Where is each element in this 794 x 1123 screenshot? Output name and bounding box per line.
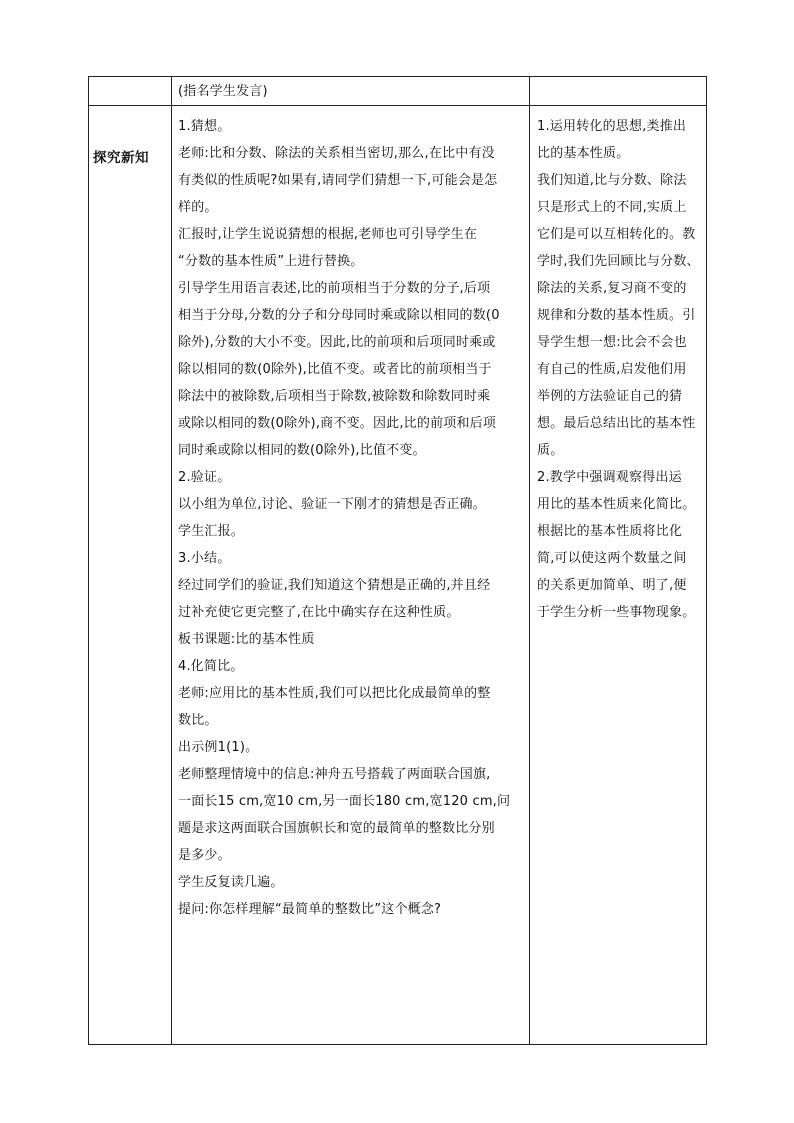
column-divider <box>171 77 172 1044</box>
content-line: 一面长15 cm,宽10 cm,另一面长180 cm,宽120 cm,问 <box>178 794 511 809</box>
note-line: 导学生想一想:比会不会也 <box>537 335 687 350</box>
content-line: 老师:应用比的基本性质,我们可以把比化成最简单的整 <box>178 686 491 701</box>
content-line: 是多少。 <box>178 848 231 863</box>
content-line: 相当于分母,分数的分子和分母同时乘或除以相同的数(0 <box>178 308 500 323</box>
row2-label-cell <box>93 145 169 172</box>
note-line: 除法的关系,复习商不变的 <box>537 281 687 296</box>
content-line: 有类似的性质呢?如果有,请同学们猜想一下,可能会是怎 <box>178 173 498 188</box>
note-line: 我们知道,比与分数、除法 <box>537 173 687 188</box>
note-line: 的关系更加简单、明了,便 <box>537 578 687 593</box>
row2-content-cell <box>178 113 528 923</box>
note-line: 简,可以使这两个数量之间 <box>537 551 687 566</box>
content-line: 汇报时,让学生说说猜想的根据,老师也可引导学生在 <box>178 227 478 242</box>
content-line: 经过同学们的验证,我们知道这个猜想是正确的,并且经 <box>178 578 491 593</box>
content-line: 学生反复读几遍。 <box>178 875 284 890</box>
note-line: 2.教学中强调观察得出运 <box>537 470 682 485</box>
content-line: 同时乘或除以相同的数(0除外),比值不变。 <box>178 443 426 458</box>
note-line: 规律和分数的基本性质。引 <box>537 308 696 323</box>
note-line: 1.运用转化的思想,类推出 <box>537 119 687 134</box>
content-line: 2.验证。 <box>178 470 231 485</box>
row1-text: (指名学生发言) <box>178 84 268 99</box>
content-line: 学生汇报。 <box>178 524 245 539</box>
content-line: 老师:比和分数、除法的关系相当密切,那么,在比中有没 <box>178 146 495 161</box>
note-line: 于学生分析一些事物现象。 <box>537 605 696 620</box>
note-line: 有自己的性质,启发他们用 <box>537 362 687 377</box>
content-line: 1.猜想。 <box>178 119 231 134</box>
row1-content-cell <box>178 78 523 105</box>
content-line: 样的。 <box>178 200 218 215</box>
content-line: “分数的基本性质”上进行替换。 <box>178 254 364 269</box>
content-line: 除外),分数的大小不变。因此,比的前项和后项同时乘或 <box>178 335 496 350</box>
note-line: 用比的基本性质来化简比。 <box>537 497 696 512</box>
content-line: 4.化简比。 <box>178 659 244 674</box>
row2-notes-cell <box>537 113 705 626</box>
content-line: 以小组为单位,讨论、验证一下刚才的猜想是否正确。 <box>178 497 486 512</box>
content-line: 板书课题:比的基本性质 <box>178 632 315 647</box>
content-line: 引导学生用语言表述,比的前项相当于分数的分子,后项 <box>178 281 491 296</box>
note-line: 想。最后总结出比的基本性 <box>537 416 696 431</box>
content-line: 除以相同的数(0除外),比值不变。或者比的前项相当于 <box>178 362 492 377</box>
content-line: 除法中的被除数,后项相当于除数,被除数和除数同时乘 <box>178 389 491 404</box>
note-line: 根据比的基本性质将比化 <box>537 524 683 539</box>
content-line: 提问:你怎样理解“最简单的整数比”这个概念? <box>178 902 442 917</box>
lesson-table <box>88 76 707 1045</box>
content-line: 老师整理情境中的信息:神舟五号搭载了两面联合国旗, <box>178 767 491 782</box>
section-label: 探究新知 <box>93 150 149 166</box>
content-line: 数比。 <box>178 713 218 728</box>
note-line: 质。 <box>537 443 564 458</box>
note-line: 举例的方法验证自己的猜 <box>537 389 683 404</box>
content-line: 3.小结。 <box>178 551 231 566</box>
content-line: 题是求这两面联合国旗帜长和宽的最简单的整数比分别 <box>178 821 495 836</box>
note-line: 比的基本性质。 <box>537 146 630 161</box>
note-line: 它们是可以互相转化的。教 <box>537 227 696 242</box>
content-line: 出示例1(1)。 <box>178 740 259 755</box>
row-divider <box>89 105 706 106</box>
content-line: 过补充使它更完整了,在比中确实存在这种性质。 <box>178 605 460 620</box>
note-line: 只是形式上的不同,实质上 <box>537 200 687 215</box>
note-line: 学时,我们先回顾比与分数、 <box>537 254 700 269</box>
content-line: 或除以相同的数(0除外),商不变。因此,比的前项和后项 <box>178 416 497 431</box>
column-divider <box>529 77 530 1044</box>
